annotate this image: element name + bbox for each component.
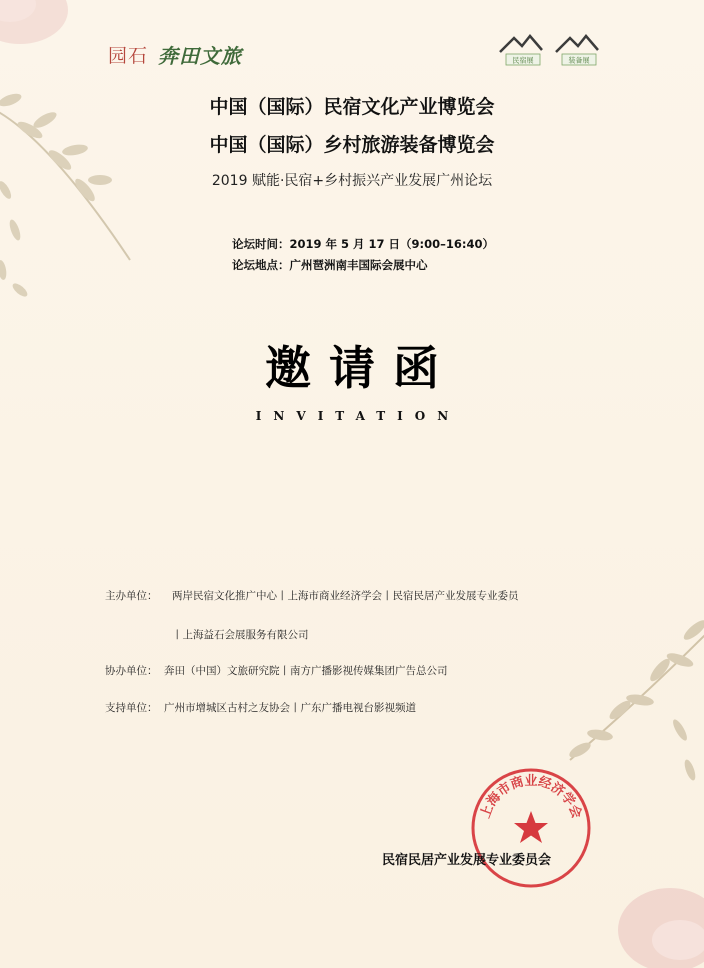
expo-logo-1-text: 民宿展 <box>512 56 534 65</box>
invitation-heading: 邀请函 <box>265 341 457 395</box>
seal-star-icon <box>514 811 548 843</box>
expo-title-1: 中国（国际）民宿文化产业博览会 <box>209 96 495 118</box>
expo-title-2: 中国（国际）乡村旅游装备博览会 <box>209 134 495 156</box>
forum-place: 论坛地点：广州琶洲南丰国际会展中心 <box>232 258 428 272</box>
seal-text: 上海市商业经济学会 <box>478 774 584 821</box>
expo-logos <box>498 30 606 70</box>
supporter-value: 广州市增城区古村之友协会丨广东广播电视台影视频道 <box>164 702 416 714</box>
supporter-label: 支持单位： <box>105 702 158 714</box>
signature: 民宿民居产业发展专业委员会 <box>382 853 552 868</box>
forum-time: 论坛时间：2019 年 5 月 17 日（9:00–16:40） <box>232 237 494 251</box>
forum-title: 2019 赋能·民宿+乡村振兴产业发展广州论坛 <box>211 173 493 189</box>
host-value-continued: 丨上海益石会展服务有限公司 <box>172 629 309 641</box>
co-organizer-label: 协办单位： <box>105 665 158 677</box>
blossom-top-left-decoration <box>0 0 90 60</box>
host-value: 两岸民宿文化推广中心丨上海市商业经济学会丨民宿民居产业发展专业委员 <box>172 590 519 602</box>
blossom-bottom-right-decoration <box>600 870 704 968</box>
organizer-logos <box>108 40 242 69</box>
co-organizer-value: 奔田（中国）文旅研究院丨南方广播影视传媒集团广告总公司 <box>164 665 448 677</box>
invitation-subheading: INVITATION <box>255 409 461 423</box>
bentian-logo: 奔田文旅 <box>158 44 243 68</box>
yunshi-logo: 园石 <box>108 45 149 67</box>
official-seal <box>468 765 594 891</box>
host-label: 主办单位： <box>105 590 158 602</box>
expo-logo-2-text: 装备展 <box>568 56 590 65</box>
